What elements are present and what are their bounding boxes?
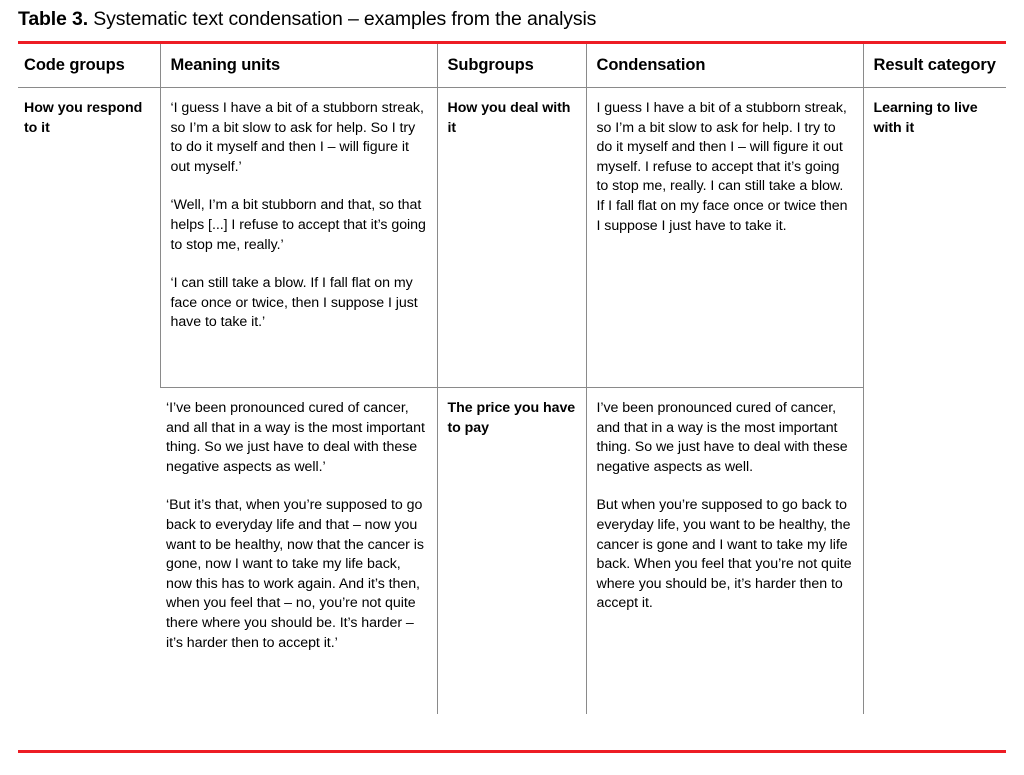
cell-code-group-row1: How you respond to it xyxy=(24,100,143,136)
table-caption xyxy=(18,0,1006,41)
table-body xyxy=(18,88,1006,714)
column-header-meaning-units: Meaning units xyxy=(160,43,437,88)
cell-subgroup-row1: How you deal with it xyxy=(437,88,586,388)
table-header xyxy=(18,43,1006,88)
column-header-subgroups: Subgroups xyxy=(437,43,586,88)
paragraph: ‘I guess I have a bit of a stubborn streak, so I’m a bit slow to ask for help. So I try to do it myself and then I – will figure it out myself.’ xyxy=(170,100,424,175)
column-header-code-groups: Code groups xyxy=(24,56,125,74)
cell-result-category-row1: Learning to live with it xyxy=(863,88,1006,388)
paragraph: But when you’re supposed to go back to everyday life, you want to be healthy, the cancer is gone and I want to take my life back. When you feel that you’re not quite where you should be, it’s harder then to accept it. xyxy=(596,497,852,612)
table-row xyxy=(18,88,1006,388)
column-header-result-category: Result category xyxy=(863,43,1006,88)
cell-meaning-units-row1 xyxy=(160,88,437,388)
paragraph: ‘I can still take a blow. If I fall flat on my face once or twice, then I suppose I just have to take it.’ xyxy=(170,275,418,331)
paragraph: I’ve been pronounced cured of cancer, and that in a way is the most important thing. So we just have to deal with these negative aspects as well. xyxy=(596,400,848,475)
cell-subgroup-row2: The price you have to pay xyxy=(437,388,586,714)
table-row xyxy=(18,388,1006,714)
column-header-condensation: Condensation xyxy=(586,43,863,88)
cell-condensation-row1 xyxy=(586,88,863,388)
cell-meaning-units-row2 xyxy=(160,388,437,714)
cell-result-category-row2 xyxy=(863,388,1006,714)
paragraph: ‘Well, I’m a bit stubborn and that, so that helps [...] I refuse to accept that it’s going to stop me, really.’ xyxy=(170,197,426,253)
table-caption-label: Table 3. xyxy=(18,8,88,30)
table-header-row xyxy=(18,43,1006,88)
paragraph: I guess I have a bit of a stubborn streak, so I’m a bit slow to ask for help. I try to do it myself and then I – will figure it out myself. I refuse to accept that it’s going to stop me, really. I can still take a blow. If I fall flat on my face once or twice then I suppose I just have to take it. xyxy=(596,100,848,234)
table-caption-text: Systematic text condensation – examples from the analysis xyxy=(87,8,597,30)
cell-condensation-row2 xyxy=(586,388,863,714)
paragraph: ‘But it’s that, when you’re supposed to go back to everyday life and that – now you want to be healthy, now that the cancer is gone, now I want to take my life back, now this has to work again. And it’s then, when you feel that – no, you’re not quite there where you should be. It’s harder – it’s harder then to accept it.’ xyxy=(166,497,424,651)
paragraph: ‘I’ve been pronounced cured of cancer, and all that in a way is the most important thing. So we just have to deal with these negative aspects as well.’ xyxy=(166,400,425,475)
table-bottom-rule xyxy=(18,750,1006,753)
systematic-text-condensation-table xyxy=(18,41,1006,714)
